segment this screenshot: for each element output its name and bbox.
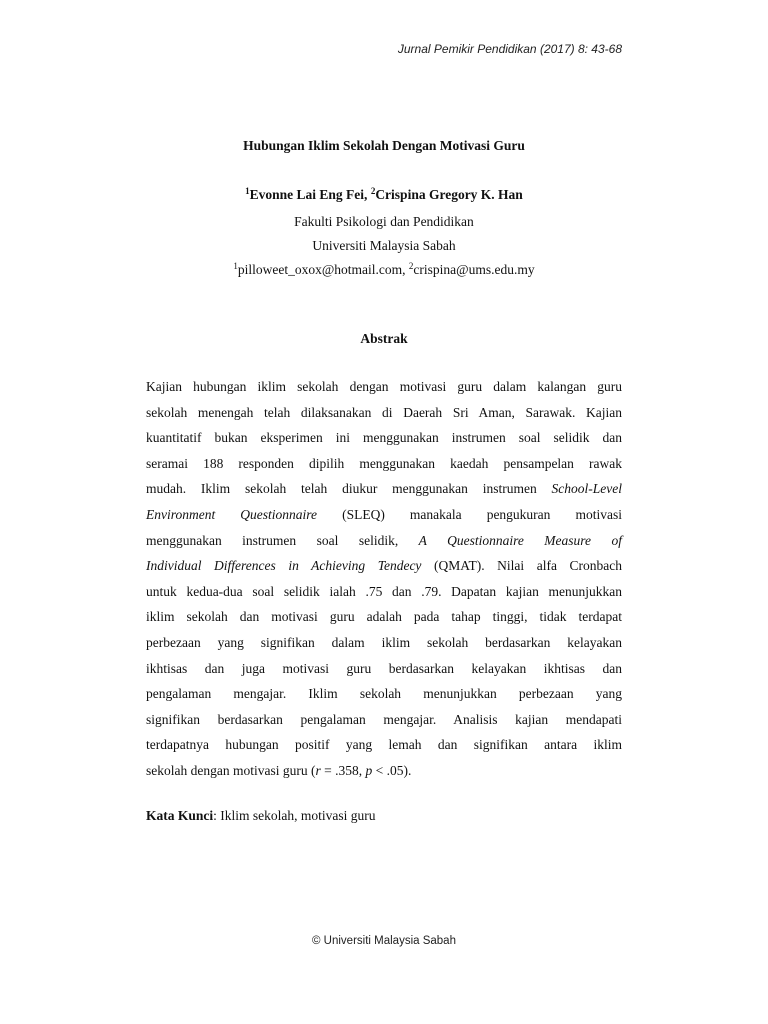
abstract-text: terdapatnya hubungan positif yang lemah dan signifikan antara iklim: [146, 737, 622, 753]
author-marker: 1: [245, 186, 250, 196]
affiliation-university: Universiti Malaysia Sabah: [312, 238, 456, 253]
abstract-line: [146, 528, 622, 554]
author-name: Evonne Lai Eng Fei,: [249, 187, 371, 202]
abstract-text: signifikan berdasarkan pengalaman mengajar. Analisis kajian mendapati: [146, 711, 622, 727]
abstract-line: [146, 400, 622, 426]
abstract-body: [146, 374, 622, 784]
abstract-text: iklim sekolah dan motivasi guru adalah pada tahap tinggi, tidak terdapat: [146, 609, 622, 625]
email-address: crispina@ums.edu.my: [413, 262, 535, 277]
copyright-footer: © Universiti Malaysia Sabah: [312, 935, 456, 947]
abstract-text: = .358,: [320, 762, 366, 778]
abstract-line: [146, 656, 622, 682]
abstract-italic-text: A Questionnaire Measure of: [418, 532, 622, 548]
email-marker: 2: [408, 261, 414, 271]
abstract-italic-text: School-Level: [551, 481, 622, 497]
abstract-text: untuk kedua-dua soal selidik ialah .75 dan .79. Dapatan kajian menunjukkan: [146, 583, 622, 599]
author-emails: [0, 262, 768, 278]
abstract-line: [146, 681, 622, 707]
journal-reference: Jurnal Pemikir Pendidikan (2017) 8: 43-68: [397, 42, 622, 56]
abstract-line: [146, 758, 622, 784]
abstract-text: pengalaman mengajar. Iklim sekolah menunjukkan perbezaan yang: [146, 686, 622, 702]
paper-title: Hubungan Iklim Sekolah Dengan Motivasi Guru: [243, 138, 525, 153]
abstract-italic-text: Environment Questionnaire: [146, 506, 318, 522]
abstract-text: seramai 188 responden dipilih menggunakan kaedah pensampelan rawak: [146, 455, 622, 471]
abstract-text: menggunakan instrumen soal selidik,: [146, 532, 419, 548]
abstract-line: [146, 374, 622, 400]
email-marker: 1: [233, 261, 238, 271]
keywords: [146, 808, 622, 824]
abstract-line: [146, 553, 622, 579]
abstract-italic-text: r: [315, 762, 321, 778]
author-list: [0, 187, 768, 203]
abstract-text: mudah. Iklim sekolah telah diukur menggunakan instrumen: [146, 481, 552, 497]
abstract-text: (QMAT). Nilai alfa Cronbach: [421, 558, 623, 574]
abstract-line: [146, 604, 622, 630]
abstract-line: [146, 707, 622, 733]
abstract-italic-text: Individual Differences in Achieving Tendecy: [146, 558, 422, 574]
affiliation-faculty: Fakulti Psikologi dan Pendidikan: [294, 214, 474, 229]
abstract-line: [146, 476, 622, 502]
abstract-line: [146, 732, 622, 758]
abstract-text: ikhtisas dan juga motivasi guru berdasarkan kelayakan ikhtisas dan: [146, 660, 622, 676]
abstract-text: perbezaan yang signifikan dalam iklim sekolah berdasarkan kelayakan: [146, 634, 622, 650]
abstract-text: Kajian hubungan iklim sekolah dengan motivasi guru dalam kalangan guru: [146, 379, 622, 394]
abstract-line: [146, 579, 622, 605]
abstract-text: < .05).: [372, 762, 412, 778]
author-marker: 2: [370, 186, 376, 196]
abstract-italic-text: p: [365, 762, 373, 778]
abstract-text: (SLEQ) manakala pengukuran motivasi: [317, 506, 622, 522]
abstract-line: [146, 425, 622, 451]
keywords-label: Kata Kunci: [146, 808, 214, 823]
abstract-text: sekolah menengah telah dilaksanakan di Daerah Sri Aman, Sarawak. Kajian: [146, 404, 622, 420]
abstract-text: sekolah dengan motivasi guru (: [146, 762, 316, 778]
abstract-line: [146, 502, 622, 528]
author-name: Crispina Gregory K. Han: [375, 187, 523, 202]
abstract-heading: Abstrak: [360, 331, 408, 346]
abstract-text: kuantitatif bukan eksperimen ini menggunakan instrumen soal selidik dan: [146, 430, 622, 446]
abstract-line: [146, 451, 622, 477]
email-address: pilloweet_oxox@hotmail.com,: [237, 262, 409, 277]
keywords-text: : Iklim sekolah, motivasi guru: [213, 808, 376, 823]
abstract-line: [146, 630, 622, 656]
